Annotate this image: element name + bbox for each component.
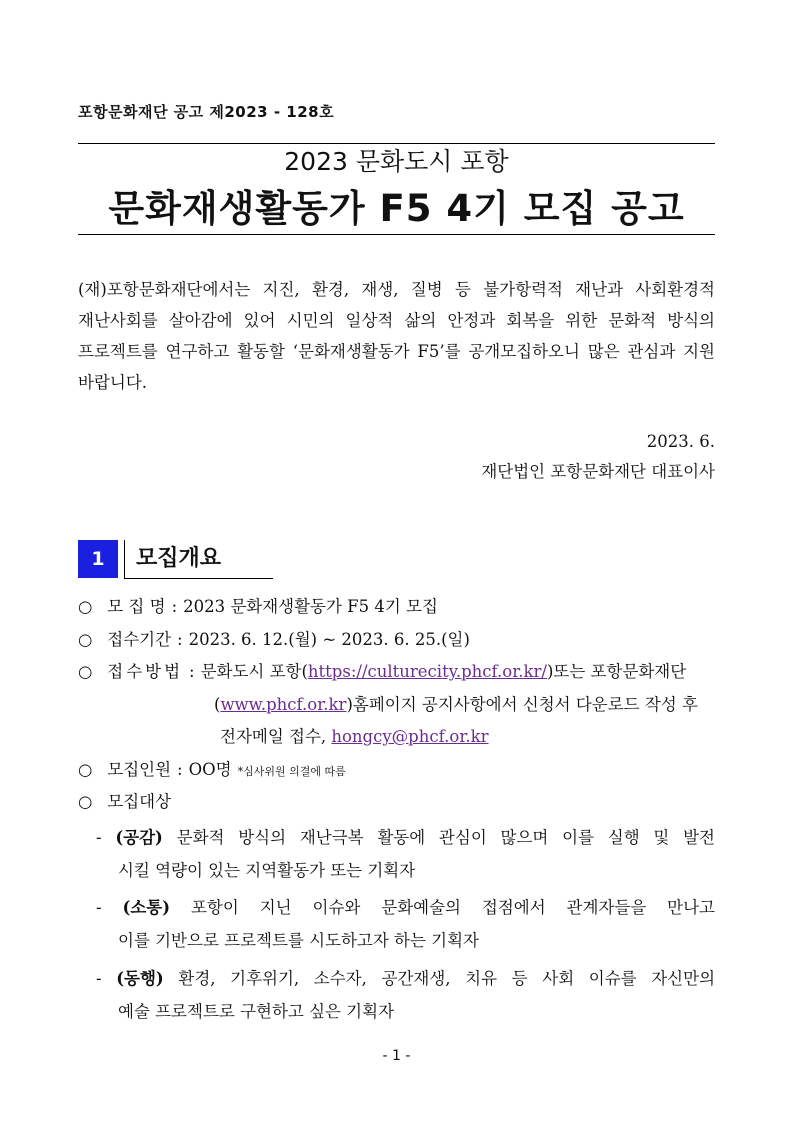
list-item-period: ○ 접수기간 : 2023. 6. 12.(월) ~ 2023. 6. 25.(일): [78, 626, 715, 654]
dash-bullet: -: [96, 898, 102, 917]
section-header: [78, 538, 273, 580]
dash-bullet: -: [96, 968, 102, 988]
target-text: 문화적 방식의 재난극복 활동에 관심이 많으며 이를 실행 및 발전: [176, 827, 716, 847]
item-label: 모집대상: [107, 792, 172, 811]
culturecity-link[interactable]: https://culturecity.phcf.or.kr/: [307, 662, 547, 681]
item-label: 모 집 명: [107, 597, 166, 616]
list-item-count: ○ 모집인원 : OO명 *심사위원 의결에 따름: [78, 756, 715, 784]
list-item-name: ○ 모 집 명 : 2023 문화재생활동가 F5 4기 모집: [78, 593, 715, 621]
target-item: [78, 962, 715, 1028]
section-underline: [124, 578, 273, 579]
notice-number: 포항문화재단 공고 제2023 - 128호: [78, 103, 335, 121]
list-item-target: [78, 788, 715, 816]
list-item-method-cont: [78, 723, 715, 751]
page-title: 문화재생활동가 F5 4기 모집 공고: [108, 187, 685, 230]
target-text: 예술 프로젝트로 구현하고 싶은 기획자: [118, 1001, 395, 1021]
item-value: 전자메일 접수,: [220, 727, 332, 746]
target-line: [96, 891, 715, 924]
circle-bullet-icon: ○: [78, 662, 93, 681]
target-text: 포항이 지닌 이슈와 문화예술의 접점에서 관계자들을 만나고: [190, 898, 715, 917]
item-value: 2023 문화재생활동가 F5 4기 모집: [183, 597, 438, 616]
circle-bullet-icon: ○: [78, 792, 93, 811]
item-label: 접수기간: [107, 629, 172, 649]
target-tag: (소통): [122, 898, 171, 917]
circle-bullet-icon: ○: [78, 597, 93, 616]
target-line: [96, 962, 715, 995]
title-bottom-rule: [78, 234, 715, 235]
item-value: )또는 포항문화재단: [546, 662, 687, 681]
phcf-homepage-link[interactable]: www.phcf.or.kr: [220, 694, 347, 714]
section-number-badge: 1: [78, 540, 118, 578]
page-number: - 1 -: [382, 1048, 411, 1064]
intro-paragraph: (재)포항문화재단에서는 지진, 환경, 재생, 질병 등 불가항력적 재난과 사회환경적 재난사회를 살아감에 있어 시민의 일상적 삶의 안정과 회복을 위한 문화적 방식의 프로젝트를 연구하고 활동할 ‘문화재생활동가 F5’를 공개모집하오니 많은 관심과 지원 바랍니다.: [78, 280, 715, 392]
item-value: (: [214, 694, 221, 714]
item-value: 2023. 6. 12.(월) ~ 2023. 6. 25.(일): [188, 629, 470, 649]
dash-bullet: -: [96, 827, 102, 847]
list-item-method-cont: [78, 691, 715, 719]
title-top-rule: [78, 143, 715, 144]
target-tag: (공감): [115, 827, 163, 847]
target-item: [78, 891, 715, 957]
item-label: 접수방법: [107, 662, 184, 681]
circle-bullet-icon: ○: [78, 759, 93, 779]
item-value: 문화도시 포항(: [200, 662, 308, 681]
issuer-block: [481, 427, 715, 487]
item-value: )홈페이지 공지사항에서 신청서 다운로드 작성 후: [346, 694, 698, 714]
target-item: [78, 821, 715, 887]
target-text: 환경, 기후위기, 소수자, 공간재생, 치유 등 사회 이슈를 자신만의: [178, 968, 716, 988]
email-link[interactable]: hongcy@phcf.or.kr: [331, 727, 489, 746]
issuer-signature: 재단법인 포항문화재단 대표이사: [481, 462, 715, 481]
section-divider: [124, 540, 125, 578]
target-text: 이를 기반으로 프로젝트를 시도하고자 하는 기획자: [118, 931, 479, 950]
target-line: [96, 821, 715, 854]
item-label: 모집인원: [107, 759, 172, 779]
list-item-method: ○ 접수방법 : 문화도시 포항(https://culturecity.phcf.or.kr/)또는 포항문화재단: [78, 658, 715, 686]
page-subtitle: 2023 문화도시 포항: [284, 147, 509, 176]
target-tag: (동행): [116, 968, 164, 988]
section-title: 모집개요: [136, 546, 222, 571]
circle-bullet-icon: ○: [78, 629, 93, 649]
issue-date: 2023. 6.: [646, 432, 715, 451]
item-note: *심사위원 의결에 따름: [237, 764, 346, 778]
target-text: 시킬 역량이 있는 지역활동가 또는 기획자: [118, 860, 416, 880]
item-value: OO명: [188, 759, 232, 779]
overview-list: [78, 593, 715, 1028]
